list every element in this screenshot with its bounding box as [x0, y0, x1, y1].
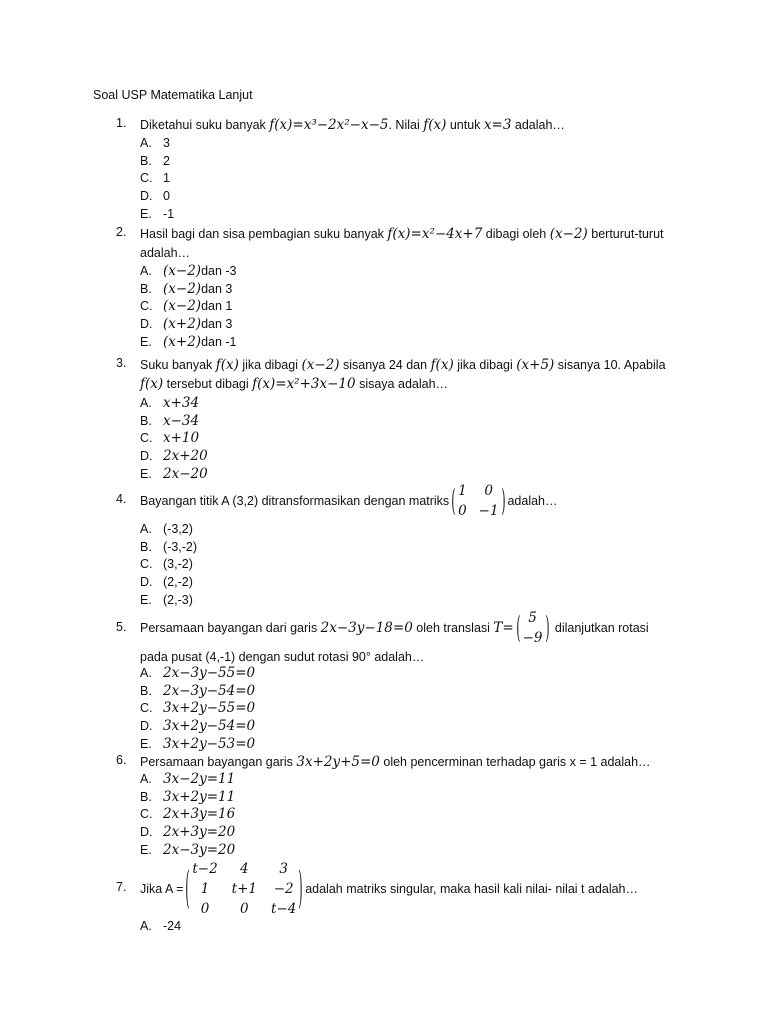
stem-text: Suku banyak	[140, 358, 216, 372]
question-7	[116, 860, 676, 919]
option-letter: B.	[140, 683, 152, 698]
option-letter: B.	[140, 413, 152, 428]
options-list	[140, 770, 235, 859]
option-d	[140, 447, 208, 465]
math-expression: f(x)	[215, 357, 239, 373]
option-letter: A.	[140, 771, 152, 786]
math-expression: 2x+20	[163, 448, 208, 465]
option-letter: B.	[140, 281, 152, 296]
math-expression: f(x)=x²+3x−10	[252, 376, 356, 392]
option-e	[140, 205, 174, 223]
option-text: -24	[163, 918, 182, 933]
option-text: dan -3	[201, 263, 237, 278]
math-expression: 3x−2y=11	[163, 770, 236, 787]
math-expression: f(x)	[140, 376, 164, 392]
stem-text: jika dibagi	[453, 358, 517, 372]
math-expression: 3x+2y=11	[163, 788, 236, 805]
question-number: 7.	[116, 880, 127, 894]
question-number: 4.	[116, 492, 127, 506]
option-letter: C.	[140, 557, 153, 572]
left-paren: (	[451, 481, 456, 518]
right-paren: )	[500, 481, 506, 518]
question-1	[116, 116, 676, 135]
stem-text: Jika A =	[140, 882, 184, 896]
matrix-grid	[521, 609, 545, 648]
stem-text: sisanya 24 dan	[339, 358, 431, 372]
math-expression: (x−2)	[163, 280, 202, 297]
matrix-cell: −2	[273, 881, 294, 897]
option-c	[140, 298, 237, 316]
question-stem	[140, 482, 676, 521]
matrix-cell: 0	[200, 901, 210, 917]
option-letter: A.	[140, 263, 152, 278]
option-letter: D.	[140, 575, 153, 590]
matrix-cell: −9	[522, 630, 543, 646]
option-a	[140, 917, 181, 935]
stem-text: sisaya adalah…	[355, 377, 449, 391]
matrix-cell: t+1	[231, 881, 257, 897]
math-expression: 3x+2y−54=0	[163, 718, 256, 735]
option-a	[140, 134, 174, 152]
option-letter: B.	[140, 789, 152, 804]
option-letter: E.	[140, 335, 152, 350]
option-text: 0	[163, 189, 170, 204]
left-paren: (	[516, 608, 521, 645]
option-d	[140, 717, 255, 735]
math-expression: 2x+3y=20	[163, 824, 236, 841]
math-expression: (x−2)	[163, 298, 202, 315]
question-number: 5.	[116, 620, 127, 634]
option-letter: E.	[140, 467, 152, 482]
math-expression: x=3	[483, 117, 512, 133]
matrix-cell: 1	[200, 881, 210, 897]
math-expression: (x−2)	[163, 262, 202, 279]
option-text: (-3,-2)	[163, 539, 198, 554]
stem-text: untuk	[446, 118, 484, 132]
matrix-grid	[456, 482, 501, 521]
stem-text: sisanya 10. Apabila	[554, 358, 666, 372]
option-letter: A.	[140, 395, 152, 410]
matrix-cell: 5	[528, 610, 537, 626]
option-letter: B.	[140, 539, 152, 554]
stem-text: berturut-turut adalah…	[140, 227, 664, 260]
option-text: (3,-2)	[163, 557, 193, 572]
matrix-cell: t−4	[270, 901, 297, 917]
option-letter: D.	[140, 317, 153, 332]
options-list	[140, 262, 237, 351]
math-expression: 2x−3y=20	[163, 842, 236, 859]
stem-text: oleh pencerminan terhadap garis x = 1 adalah…	[379, 755, 651, 769]
option-d	[140, 187, 174, 205]
option-letter: C.	[140, 701, 153, 716]
math-expression: 2x−3y−54=0	[163, 682, 256, 699]
stem-text: adalah…	[507, 494, 558, 508]
option-letter: E.	[140, 207, 152, 222]
stem-text: Diketahui suku banyak	[140, 118, 270, 132]
math-expression: (x+2)	[163, 316, 202, 333]
question-4	[116, 482, 676, 521]
matrix-cell: 0	[484, 483, 493, 499]
math-expression: 2x−20	[163, 466, 208, 483]
option-c	[140, 806, 235, 824]
option-c	[140, 430, 208, 448]
stem-text: . Nilai	[388, 118, 424, 132]
option-letter: E.	[140, 843, 152, 858]
math-expression: f(x)=x³−2x²−x−5	[269, 117, 389, 133]
option-d	[140, 573, 197, 591]
matrix-grid	[190, 860, 298, 919]
right-paren: )	[298, 860, 303, 914]
matrix-cell: 0	[458, 503, 467, 519]
stem-text: Hasil bagi dan sisa pembagian suku banyak	[140, 227, 388, 241]
math-expression: (x−2)	[301, 357, 340, 373]
option-a	[140, 664, 255, 682]
option-letter: C.	[140, 431, 153, 446]
option-letter: A.	[140, 665, 152, 680]
math-expression: 2x−3y−55=0	[163, 664, 256, 681]
stem-text: tersebut dibagi	[163, 377, 253, 391]
option-text: 1	[163, 171, 170, 186]
option-c	[140, 556, 197, 574]
translation-matrix	[516, 609, 550, 648]
option-letter: B.	[140, 153, 152, 168]
math-expression: (x+5)	[516, 357, 555, 373]
option-letter: A.	[140, 521, 152, 536]
option-b	[140, 152, 174, 170]
option-e	[140, 333, 237, 351]
stem-text: adalah matriks singular, maka hasil kali nilai- nilai t adalah…	[305, 882, 639, 896]
option-text: (-3,2)	[163, 521, 193, 536]
question-number: 2.	[116, 225, 127, 239]
options-list	[140, 664, 255, 753]
option-letter: E.	[140, 737, 152, 752]
left-paren: (	[185, 860, 190, 914]
question-3	[116, 356, 676, 394]
question-number: 6.	[116, 753, 127, 767]
option-text: dan -1	[201, 335, 237, 350]
stem-text: jika dibagi	[238, 358, 302, 372]
option-letter: C.	[140, 299, 153, 314]
option-e	[140, 465, 208, 483]
option-d	[140, 315, 237, 333]
option-letter: E.	[140, 593, 152, 608]
option-b	[140, 538, 197, 556]
math-expression: f(x)	[423, 117, 447, 133]
question-stem	[140, 116, 676, 135]
question-5	[116, 609, 676, 667]
option-letter: C.	[140, 807, 153, 822]
option-text: (2,-2)	[163, 575, 193, 590]
matrix-cell: 3	[279, 861, 288, 877]
math-expression: (x+2)	[163, 334, 202, 351]
question-2	[116, 225, 676, 263]
option-text: -1	[163, 207, 175, 222]
option-d	[140, 823, 235, 841]
option-a	[140, 520, 197, 538]
matrix-cell: t−2	[192, 861, 218, 877]
matrix-cell: 0	[240, 901, 249, 917]
option-e	[140, 841, 235, 859]
option-text: 3	[163, 135, 170, 150]
option-letter: D.	[140, 719, 153, 734]
page-title: Soal USP Matematika Lanjut	[93, 88, 253, 102]
math-expression: 2x+3y=16	[163, 806, 236, 823]
question-stem	[140, 356, 676, 394]
math-expression: (x−2)	[549, 226, 588, 242]
option-letter: C.	[140, 171, 153, 186]
math-expression: x+10	[163, 430, 200, 447]
option-letter: D.	[140, 189, 153, 204]
math-expression: 2x−3y−18=0	[320, 619, 413, 636]
option-a	[140, 394, 208, 412]
stem-text: adalah…	[511, 118, 565, 132]
math-expression: x−34	[163, 412, 200, 429]
matrix-cell: 4	[240, 861, 249, 877]
right-paren: )	[544, 608, 550, 645]
option-b	[140, 412, 208, 430]
stem-text: Persamaan bayangan dari garis	[140, 620, 321, 635]
option-e	[140, 735, 255, 753]
option-b	[140, 280, 237, 298]
stem-text: oleh translasi	[412, 620, 494, 635]
option-e	[140, 591, 197, 609]
matrix-a	[185, 860, 303, 919]
math-expression: f(x)=x²−4x+7	[387, 226, 483, 242]
matrix-cell: 1	[458, 483, 467, 499]
question-stem	[140, 860, 676, 919]
question-stem	[140, 609, 676, 667]
math-expression: 3x+2y−53=0	[163, 736, 256, 753]
option-c	[140, 700, 255, 718]
option-letter: D.	[140, 825, 153, 840]
option-text: (2,-3)	[163, 593, 193, 608]
option-a	[140, 262, 237, 280]
question-number: 3.	[116, 356, 127, 370]
stem-text: Bayangan titik A (3,2) ditransformasikan dengan matriks	[140, 494, 450, 508]
question-stem	[140, 225, 676, 263]
math-expression: x+34	[163, 394, 200, 411]
options-list	[140, 520, 197, 609]
option-a	[140, 770, 235, 788]
option-text: 2	[163, 153, 170, 168]
option-letter: A.	[140, 918, 152, 933]
option-b	[140, 682, 255, 700]
matrix-cell: −1	[478, 503, 499, 519]
options-list	[140, 134, 174, 223]
option-b	[140, 788, 235, 806]
math-expression: T=	[493, 619, 514, 636]
options-list	[140, 917, 181, 935]
option-letter: D.	[140, 449, 153, 464]
option-c	[140, 170, 174, 188]
question-number: 1.	[116, 116, 127, 130]
option-letter: A.	[140, 135, 152, 150]
option-text: dan 3	[201, 317, 233, 332]
stem-text: Persamaan bayangan garis	[140, 755, 297, 769]
math-expression: f(x)	[430, 357, 454, 373]
stem-text: dilanjutkan rotasi pada pusat (4,-1) dengan sudut rotasi 90° adalah…	[140, 620, 649, 664]
math-expression: 3x+2y+5=0	[296, 754, 380, 770]
transformation-matrix	[451, 482, 505, 521]
option-text: dan 1	[201, 299, 233, 314]
options-list	[140, 394, 208, 483]
option-text: dan 3	[201, 281, 233, 296]
math-expression: 3x+2y−55=0	[163, 700, 256, 717]
stem-text: dibagi oleh	[482, 227, 550, 241]
